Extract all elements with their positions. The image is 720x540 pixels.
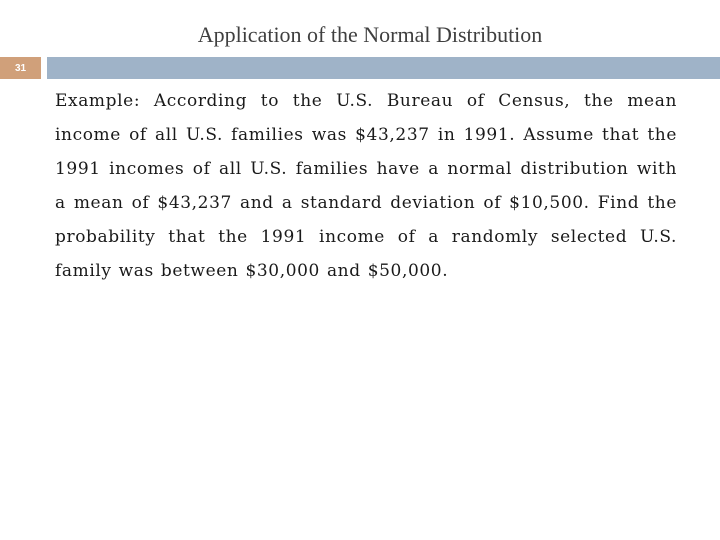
slide-title: Application of the Normal Distribution <box>197 22 543 47</box>
slide-number: 31 <box>14 62 27 74</box>
header-bar <box>47 57 720 79</box>
slide-body-text: Example: According to the U.S. Bureau of Census, the mean income of all U.S. families was $43,237 in 1991. Assume that the 1991 incomes of all U.S. families have a normal distribution with a mean of $43,237 and a standard deviation of $10,500. Find the probability that the 1991 income of a randomly selected U.S. family was between $30,000 and $50,000. <box>55 91 677 281</box>
slide-number-badge <box>0 57 41 79</box>
